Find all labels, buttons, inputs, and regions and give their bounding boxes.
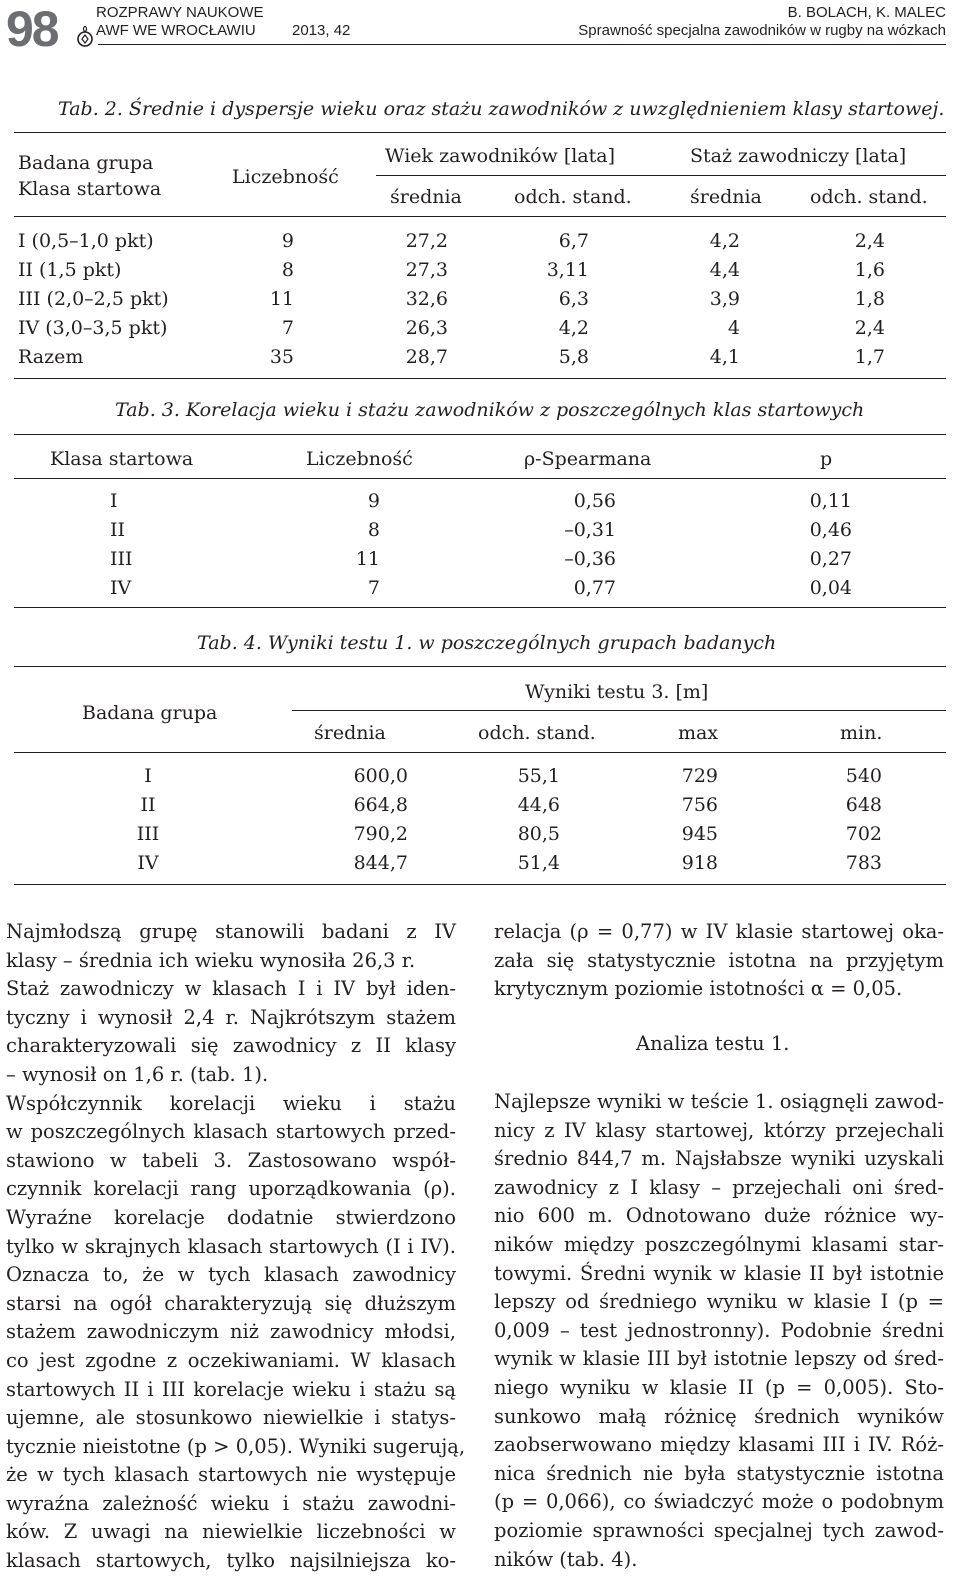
tab2-cell-exp-mean: 4,4: [709, 259, 740, 281]
text-line: co jest zgodne z oczekiwaniami. W klasach: [6, 1348, 456, 1372]
tab3-caption: Tab. 3. Korelacja wieku i stażu zawodników z poszczególnych klas startowych: [115, 399, 865, 421]
text-line: (p = 0,066), co świadczyć może o podobnym: [494, 1490, 944, 1514]
tab2-cell-exp-mean: 4,2: [709, 230, 740, 252]
tab4-head-group: Badana grupa: [82, 702, 218, 724]
tab3-cell-p: 0,46: [809, 519, 852, 541]
text-line: ujemne, ale stosunkowo niewielkie i statys-: [6, 1406, 456, 1430]
tab4-cell-sd: 51,4: [517, 852, 560, 874]
tab4-cell-group: IV: [137, 852, 159, 874]
text-line: startowych II i III korelacje wieku i stażu są: [6, 1377, 456, 1401]
text-line: Najmłodszą grupę stanowili badani z IV: [6, 920, 456, 943]
body-text-right-column-top: [494, 918, 944, 1004]
year-volume: 2013, 42: [292, 22, 351, 39]
tab2-cell-exp-sd: 1,7: [854, 346, 885, 368]
text-line: lepszy od średniego wyniku w klasie I (p =: [494, 1290, 944, 1314]
text-line: relacja (ρ = 0,77) w IV klasie startowej oka-: [494, 920, 944, 943]
tab3-head-rho: ρ-Spearmana: [524, 448, 652, 470]
text-line: niego wyniku w klasie II (p = 0,005). Sto-: [494, 1375, 944, 1399]
tab2-cell-age-sd: 5,8: [558, 346, 589, 368]
tab4-sub-min: min.: [840, 722, 883, 744]
tab4-cell-sd: 44,6: [517, 794, 560, 816]
tab4-cell-group: II: [140, 794, 156, 816]
body-text-left-column: [6, 918, 466, 1576]
tab3-cell-p: 0,11: [809, 490, 852, 512]
tab2-cell-age-mean: 26,3: [405, 317, 448, 339]
tab2-top-rule: [14, 132, 946, 133]
tab3-top-rule: [14, 434, 946, 435]
tab2-cell-age-sd: 6,7: [558, 230, 589, 252]
tab2-cell-exp-sd: 2,4: [854, 317, 885, 339]
text-line: w poszczególnych klasach startowych przed-: [6, 1120, 456, 1144]
tab2-sub-mean2: średnia: [690, 186, 762, 208]
text-line: poziomie sprawności specjalnej tych zawod-: [494, 1518, 944, 1542]
text-line: wyraźna zależność wieku i stażu zawodni-: [6, 1491, 456, 1515]
tab2-bottom-rule: [14, 378, 946, 379]
text-line: ków. Z uwagi na niewielkie liczebności w: [6, 1520, 456, 1544]
tab3-head-class: Klasa startowa: [50, 448, 194, 470]
tab2-head-rule: [14, 216, 946, 217]
text-line: średnio 844,7 m. Najsłabsze wyniki uzyskali: [494, 1147, 944, 1171]
tab2-cell-age-sd: 4,2: [558, 317, 589, 339]
text-line: nio 600 m. Odnotowano duże różnice wy-: [494, 1204, 944, 1228]
tab2-head-age: Wiek zawodników [lata]: [385, 145, 616, 167]
tab2-cell-exp-sd: 1,6: [854, 259, 885, 281]
tab3-cell-class: I: [110, 490, 118, 512]
tab4-head-rule: [14, 752, 946, 753]
tab4-bottom-rule: [14, 884, 946, 885]
tab3-cell-n: 7: [367, 577, 380, 599]
journal-name-line1: ROZPRAWY NAUKOWE: [96, 4, 264, 21]
tab2-head-group-line2: Klasa startowa: [18, 178, 162, 200]
tab4-cell-min: 702: [845, 823, 882, 845]
tab2-cell-n: 7: [281, 317, 294, 339]
tab4-cell-mean: 790,2: [353, 823, 408, 845]
tab3-cell-p: 0,04: [809, 577, 852, 599]
tab2-sub-sd1: odch. stand.: [514, 186, 632, 208]
tab4-sub-sd: odch. stand.: [478, 722, 596, 744]
tab2-cell-n: 35: [269, 346, 294, 368]
tab4-cell-max: 729: [681, 765, 718, 787]
tab4-cell-max: 945: [681, 823, 718, 845]
text-line: ników (tab. 4).: [494, 1547, 638, 1571]
text-line: sunkowo małą różnicę średnich wyników: [494, 1404, 944, 1428]
text-line: stażem zawodniczym niż zawodnicy młodsi,: [6, 1320, 456, 1344]
text-line: że w tych klasach startowych nie występuje: [6, 1463, 456, 1487]
tab3-cell-rho: –0,31: [564, 519, 616, 541]
tab2-cell-group: IV (3,0–3,5 pkt): [18, 317, 168, 339]
tab2-cell-age-mean: 28,7: [405, 346, 448, 368]
tab2-head-group-line1: Badana grupa: [18, 152, 154, 174]
tab2-cell-age-mean: 27,3: [405, 259, 448, 281]
tab2-cell-group: I (0,5–1,0 pkt): [18, 230, 154, 252]
text-line: tylko w skrajnych klasach startowych (I i IV).: [6, 1234, 456, 1258]
text-line: klasach startowych, tylko najsilniejsza ko-: [6, 1549, 456, 1573]
tab2-cell-group: II (1,5 pkt): [18, 259, 122, 281]
tab4-top-rule: [14, 666, 946, 667]
tab2-cell-n: 11: [269, 288, 294, 310]
authors: B. BOLACH, K. MALEC: [787, 4, 946, 21]
tab3-bottom-rule: [14, 607, 946, 608]
tab2-sub-mean1: średnia: [390, 186, 462, 208]
tab2-cell-exp-sd: 2,4: [854, 230, 885, 252]
text-line: 0,009 – test jednostronny). Podobnie średni: [494, 1318, 944, 1342]
article-title: Sprawność specjalna zawodników w rugby na wózkach: [578, 22, 946, 39]
tab2-head-exp: Staż zawodniczy [lata]: [690, 145, 907, 167]
tab4-head-results: Wyniki testu 3. [m]: [525, 681, 709, 703]
tab2-cell-n: 9: [281, 230, 294, 252]
journal-name: [96, 4, 264, 40]
tab2-cell-n: 8: [281, 259, 294, 281]
tab3-head-p: p: [820, 448, 833, 470]
text-line: charakteryzowali się zawodnicy z II klasy: [6, 1034, 456, 1058]
tab3-cell-class: II: [110, 519, 126, 541]
text-line: – wynosił on 1,6 r. (tab. 1).: [6, 1062, 269, 1086]
text-line: tyczny i wynosił 2,4 r. Najkrótszym stażem: [6, 1005, 456, 1029]
tab3-cell-class: III: [110, 548, 133, 570]
text-line: krytycznym poziomie istotności α = 0,05.: [494, 977, 903, 1001]
text-line: wynik w klasie III był istotnie lepszy od śred-: [494, 1347, 944, 1371]
tab3-head-rule: [14, 478, 946, 479]
tab2-cell-exp-mean: 3,9: [709, 288, 740, 310]
text-line: zawodnicy z I klasy – przejechali oni śred-: [494, 1175, 944, 1199]
tab2-cell-age-sd: 6,3: [558, 288, 589, 310]
text-line: starsi na ogół charakteryzują się dłuższym: [6, 1291, 456, 1315]
text-line: nicy z IV klasy startowej, którzy przejechali: [494, 1118, 944, 1142]
tab2-cell-exp-mean: 4: [727, 317, 740, 339]
tab4-cell-mean: 844,7: [353, 852, 408, 874]
journal-name-line2: AWF WE WROCŁAWIU: [96, 22, 256, 39]
tab4-sub-mean: średnia: [314, 722, 386, 744]
tab2-cell-exp-sd: 1,8: [854, 288, 885, 310]
journal-logo-icon: [76, 26, 94, 53]
text-line: Wyraźne korelacje dodatnie stwierdzono: [6, 1205, 456, 1229]
tab2-sub-sd2: odch. stand.: [810, 186, 928, 208]
tab4-cell-group: I: [144, 765, 152, 787]
tab4-cell-mean: 600,0: [353, 765, 408, 787]
tab4-cell-mean: 664,8: [353, 794, 408, 816]
tab3-head-count: Liczebność: [306, 448, 413, 470]
tab3-cell-n: 8: [367, 519, 380, 541]
tab4-sub-max: max: [678, 722, 719, 744]
tab2-caption: Tab. 2. Średnie i dyspersje wieku oraz stażu zawodników z uwzględnieniem klasy startowej.: [58, 98, 945, 120]
tab2-subhead-rule: [376, 175, 946, 176]
tab4-cell-min: 783: [845, 852, 882, 874]
tab2-cell-exp-mean: 4,1: [709, 346, 740, 368]
tab3-cell-p: 0,27: [809, 548, 852, 570]
tab2-cell-group: III (2,0–2,5 pkt): [18, 288, 169, 310]
text-line: ników między poszczególnymi klasami star-: [494, 1232, 944, 1256]
text-line: Najlepsze wyniki w teście 1. osiągnęli zawod-: [494, 1090, 945, 1113]
text-line: nica średnich nie była statystycznie istotna: [494, 1461, 944, 1485]
text-line: Oznacza to, że w tych klasach zawodnicy: [6, 1263, 456, 1287]
tab3-cell-class: IV: [110, 577, 132, 599]
tab3-cell-rho: –0,36: [564, 548, 616, 570]
tab2-cell-age-mean: 32,6: [405, 288, 448, 310]
header-rule: [98, 44, 946, 45]
page-number: 98: [6, 1, 58, 57]
tab4-subhead-rule: [292, 710, 946, 711]
tab3-cell-n: 9: [367, 490, 380, 512]
tab3-cell-n: 11: [355, 548, 380, 570]
tab4-cell-min: 648: [845, 794, 882, 816]
tab4-cell-max: 918: [681, 852, 718, 874]
text-line: zaobserwowano między klasami III i IV. Róż-: [494, 1433, 944, 1457]
tab4-cell-min: 540: [845, 765, 882, 787]
tab4-cell-group: III: [136, 823, 160, 845]
text-line: zała się statystycznie istotna na przyjętym: [494, 948, 944, 972]
tab4-cell-sd: 80,5: [517, 823, 560, 845]
section-heading: Analiza testu 1.: [636, 1032, 790, 1055]
tab2-cell-age-sd: 3,11: [546, 259, 589, 281]
tab2-head-count: Liczebność: [232, 166, 339, 188]
tab3-cell-rho: 0,77: [573, 577, 616, 599]
running-head: [578, 4, 946, 40]
text-line: stawiono w tabeli 3. Zastosowano współ-: [6, 1148, 456, 1172]
text-line: klasy – średnia ich wieku wynosiła 26,3 r.: [6, 948, 416, 972]
tab4-cell-sd: 55,1: [517, 765, 560, 787]
text-line: tycznie nieistotne (p > 0,05). Wyniki sugerują,: [6, 1434, 466, 1458]
text-line: towymi. Średni wynik w klasie II był istotnie: [494, 1261, 944, 1285]
tab2-cell-group: Razem: [18, 346, 84, 368]
tab3-cell-rho: 0,56: [573, 490, 616, 512]
body-text-right-column-bottom: [494, 1088, 944, 1574]
text-line: Współczynnik korelacji wieku i stażu: [6, 1091, 456, 1115]
tab2-cell-age-mean: 27,2: [405, 230, 448, 252]
tab4-caption: Tab. 4. Wyniki testu 1. w poszczególnych grupach badanych: [197, 632, 777, 654]
text-line: Staż zawodniczy w klasach I i IV był iden-: [6, 977, 456, 1001]
text-line: czynnik korelacji rang uporządkowania (ρ).: [6, 1177, 456, 1201]
tab4-cell-max: 756: [681, 794, 718, 816]
